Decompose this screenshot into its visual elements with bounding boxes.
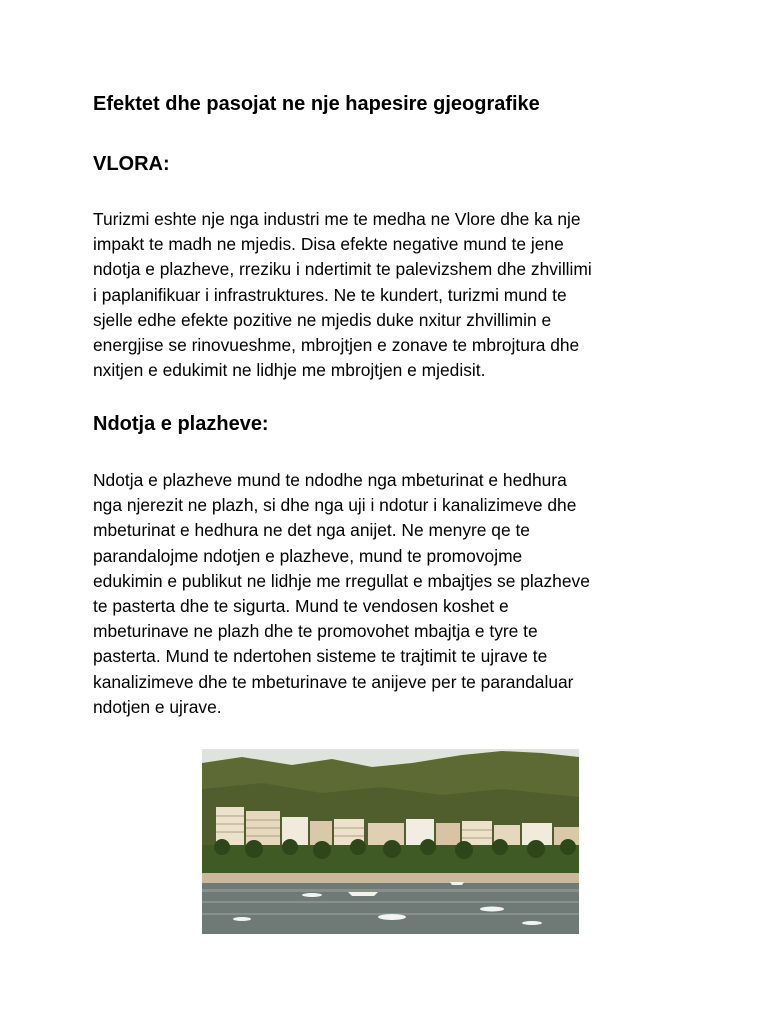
text-line: ndotjen e ujrave. [93,696,222,717]
text-line: kanalizimeve dhe te mbeturinave te anijeve per te parandaluar [93,671,574,692]
vlora-coast-photo [202,749,579,934]
text-line: i paplanifikuar i infrastruktures. Ne te kundert, turizmi mund te [93,284,567,305]
text-line: pasterta. Mund te ndertohen sisteme te trajtimit te ujrave te [93,646,548,667]
section-paragraph-ndotja-e-plazheve [93,468,693,720]
text-line: mbeturinat e hedhura ne det nga anijet. Ne menyre qe te [93,520,530,541]
page-title: Efektet dhe pasojat ne nje hapesire gjeografike [93,93,540,115]
text-line: sjelle edhe efekte pozitive ne mjedis duke nxitur zhvillimin e [93,309,552,330]
text-line: edukimin e publikut ne lidhje me rregullat e mbajtjes se plazheve [93,570,590,591]
section-heading-ndotja-e-plazheve: Ndotja e plazheve: [93,413,269,435]
text-line: impakt te madh ne mjedis. Disa efekte negative mund te jene [93,234,564,255]
text-line: mbeturinave ne plazh dhe te promovohet mbajtja e tyre te [93,621,538,642]
text-line: nga njerezit ne plazh, si dhe nga uji i ndotur i kanalizimeve dhe [93,495,577,516]
text-line: energjise se rinovueshme, mbrojtjen e zonave te mbrojtura dhe [93,335,580,356]
text-line: parandalojme ndotjen e plazheve, mund te promovojme [93,545,523,566]
section-heading-vlora: VLORA: [93,153,170,175]
section-paragraph-vlora [93,207,693,383]
photo-beach [202,873,579,883]
text-line: Turizmi eshte nje nga industri me te medha ne Vlore dhe ka nje [93,209,581,229]
text-line: Ndotja e plazheve mund te ndodhe nga mbeturinat e hedhura [93,470,567,490]
text-line: ndotja e plazheve, rreziku i ndertimit te palevizshem dhe zhvillimi [93,259,592,280]
text-line: nxitjen e edukimit ne lidhje me mbrojtjen e mjedisit. [93,360,486,381]
text-line: te pasterta dhe te sigurta. Mund te vendosen koshet e [93,596,509,617]
